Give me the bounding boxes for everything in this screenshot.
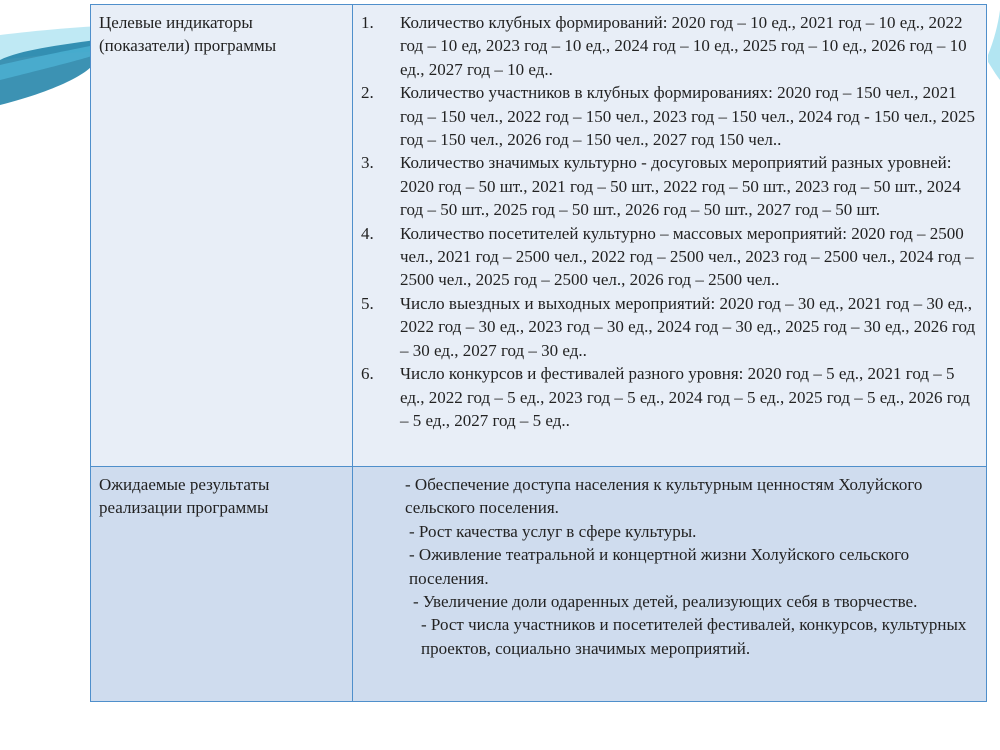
table-row-indicators <box>91 5 987 467</box>
list-item-number: 3. <box>361 153 374 173</box>
list-item <box>361 81 978 151</box>
indicators-list <box>361 11 978 432</box>
table-row-results <box>91 467 987 702</box>
indicators-content-cell <box>353 5 987 467</box>
list-item-text: Число конкурсов и фестивалей разного уровня: 2020 год – 5 ед., 2021 год – 5 ед., 2022 год – 5 ед., 2023 год – 5 ед., 2024 год – 5 ед., 2025 год – 5 ед., 2026 год – 5 ед., 2027 год – 5 ед.. <box>400 364 970 430</box>
list-item <box>361 11 978 81</box>
list-item-text: Количество значимых культурно - досуговых мероприятий разных уровней: 2020 год – 50 шт., 2021 год – 50 шт., 2022 год – 50 шт., 2023 год – 50 шт., 2024 год – 50 шт., 2025 год – 50 шт., 2026 год – 50 шт., 2027 год – 50 шт. <box>400 153 961 220</box>
list-item-text: Количество клубных формирований: 2020 год – 10 ед., 2021 год – 10 ед., 2022 год – 10 ед, 2023 год – 10 ед., 2024 год – 10 ед., 2025 год – 10 ед., 2026 год – 10 ед., 2027 год – 10 ед.. <box>400 13 967 79</box>
result-item: - Оживление театральной и концертной жизни Холуйского сельского поселения. <box>409 545 910 588</box>
indicators-label: Целевые индикаторы (показатели) программы <box>99 13 277 55</box>
list-item-number: 1. <box>361 13 374 32</box>
results-content-cell <box>353 467 987 702</box>
list-item-text: Количество посетителей культурно – массовых мероприятий: 2020 год – 2500 чел., 2021 год – 2500 чел., 2022 год – 2500 чел., 2023 год – 2500 чел., 2024 год – 2500 чел., 2025 год – 2500 чел., 2026 год – 2500 чел.. <box>400 223 974 290</box>
list-item <box>361 362 978 432</box>
result-item: - Рост числа участников и посетителей фестивалей, конкурсов, культурных проектов, социально значимых мероприятий. <box>421 615 967 658</box>
swoosh-right-light <box>988 10 1000 80</box>
results-label: Ожидаемые результаты реализации программы <box>99 475 270 517</box>
result-item: - Рост качества услуг в сфере культуры. <box>409 521 697 541</box>
list-item-number: 5. <box>361 293 374 313</box>
list-item <box>361 292 978 362</box>
list-item-text: Число выездных и выходных мероприятий: 2020 год – 30 ед., 2021 год – 30 ед., 2022 год – 30 ед., 2023 год – 30 ед., 2024 год – 30 ед., 2025 год – 30 ед., 2026 год – 30 ед., 2027 год – 30 ед.. <box>400 293 976 360</box>
list-item-number: 2. <box>361 83 374 103</box>
list-item-text: Количество участников в клубных формированиях: 2020 год – 150 чел., 2021 год – 150 чел., 2022 год – 150 чел., 2023 год – 150 чел., 2024 год - 150 чел., 2025 год – 150 чел., 2026 год – 150 чел., 2027 год 150 чел.. <box>400 83 976 150</box>
results-label-cell <box>91 467 353 702</box>
indicators-label-cell <box>91 5 353 467</box>
result-item: - Обеспечение доступа населения к культурным ценностям Холуйского сельского поселения. <box>405 475 923 518</box>
program-table <box>90 4 987 702</box>
list-item <box>361 151 978 221</box>
list-item <box>361 222 978 292</box>
results-list <box>361 473 978 660</box>
list-item-number: 4. <box>361 223 374 243</box>
list-item-number: 6. <box>361 364 374 384</box>
result-item: - Увеличение доли одаренных детей, реализующих себя в творчестве. <box>413 592 918 612</box>
